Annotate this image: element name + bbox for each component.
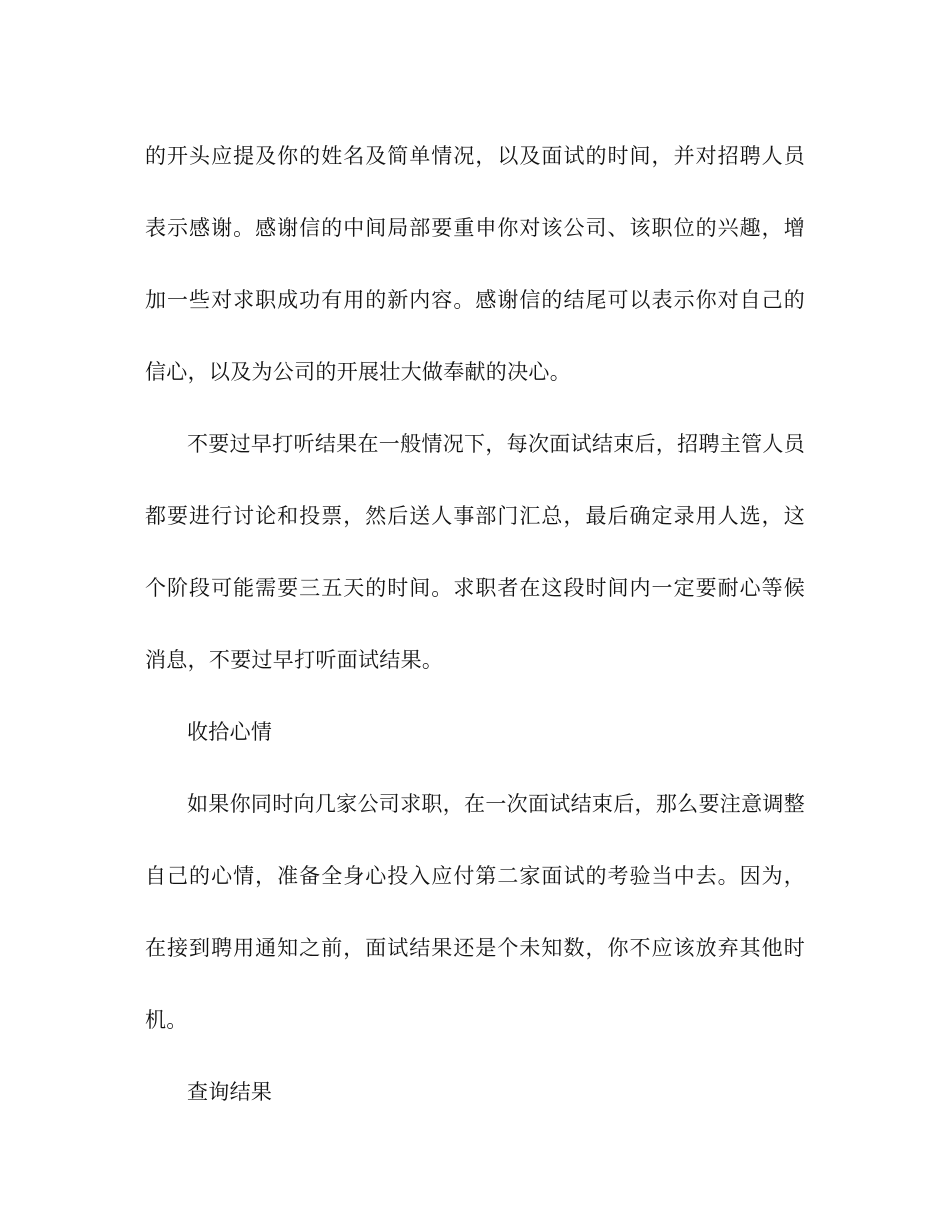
paragraph-adjust-mood: 如果你同时向几家公司求职，在一次面试结束后，那么要注意调整自己的心情，准备全身心投入应付第二家面试的考验当中去。因为，在接到聘用通知之前，面试结果还是个未知数，你不应该放弃其他时机。 <box>145 792 805 1032</box>
paragraph-dont-ask-early: 不要过早打听结果在一般情况下，每次面试结束后，招聘主管人员都要进行讨论和投票，然后送人事部门汇总，最后确定录用人选，这个阶段可能需要三五天的时间。求职者在这段时间内一定要耐心等候消息，不要过早打听面试结果。 <box>145 432 805 672</box>
document-body <box>145 120 805 1128</box>
paragraph-thank-you-letter: 的开头应提及你的姓名及简单情况，以及面试的时间，并对招聘人员表示感谢。感谢信的中间局部要重申你对该公司、该职位的兴趣，增加一些对求职成功有用的新内容。感谢信的结尾可以表示你对自己的信心，以及为公司的开展壮大做奉献的决心。 <box>145 144 805 384</box>
section-heading-mood: 收拾心情 <box>187 720 273 744</box>
section-heading-check-results: 查询结果 <box>187 1080 273 1104</box>
